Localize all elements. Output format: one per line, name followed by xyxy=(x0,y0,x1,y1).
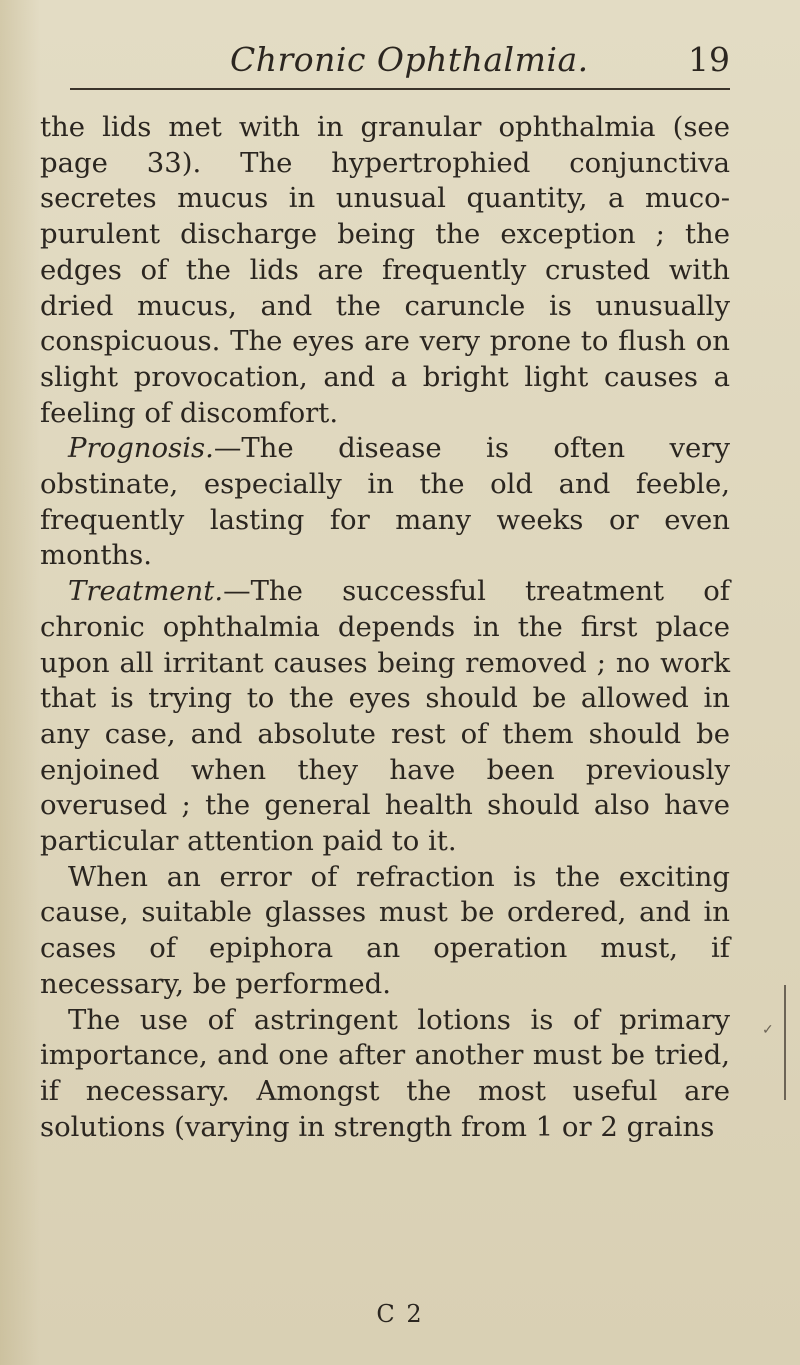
paragraph-treatment xyxy=(40,574,730,860)
paragraph-text: the lids met with in granular ophthalmia (see page 33). The hypertrophied conjunctiva secretes mucus in unusual quantity, a muco-purulent discharge being the exception ; the edges of the lids are frequently crusted with dried mucus, and the caruncle is unusually conspicuous. The eyes are very prone to flush on slight provocation, and a bright light causes a feeling of discomfort. xyxy=(40,111,730,429)
paragraph-astringent xyxy=(40,1003,730,1146)
margin-check-icon: ✓ xyxy=(762,1022,774,1038)
margin-pencil-line xyxy=(784,985,786,1100)
paragraph-text: —The disease is often very obstinate, especially in the old and feeble, frequently lasting for many weeks or even months. xyxy=(40,432,730,572)
running-title: Chronic Ophthalmia. xyxy=(230,40,589,79)
treatment-heading: Treatment. xyxy=(68,575,224,608)
paragraph-text: When an error of refraction is the exciting cause, suitable glasses must be ordered, and in cases of epiphora an operation must, if necessary, be performed. xyxy=(40,860,730,1000)
header-rule xyxy=(70,88,730,90)
body-text xyxy=(40,110,730,1145)
paragraph-prognosis xyxy=(40,431,730,574)
prognosis-heading: Prognosis. xyxy=(68,432,214,465)
page-number: 19 xyxy=(688,40,730,79)
paragraph-refraction xyxy=(40,860,730,1003)
paragraph-text: The use of astringent lotions is of primary importance, and one after another must be tried, if necessary. Amongst the most useful are solutions (varying in strength from 1 or 2 grains xyxy=(40,1003,730,1143)
page-header xyxy=(40,40,730,90)
signature-mark: C 2 xyxy=(376,1300,424,1328)
paragraph-intro xyxy=(40,110,730,431)
paragraph-text: —The successful treatment of chronic ophthalmia depends in the first place upon all irritant causes being removed ; no work that is trying to the eyes should be allowed in any case, and absolute rest of them should be enjoined when they have been previously overused ; the general health should also have particular attention paid to it. xyxy=(40,575,730,858)
